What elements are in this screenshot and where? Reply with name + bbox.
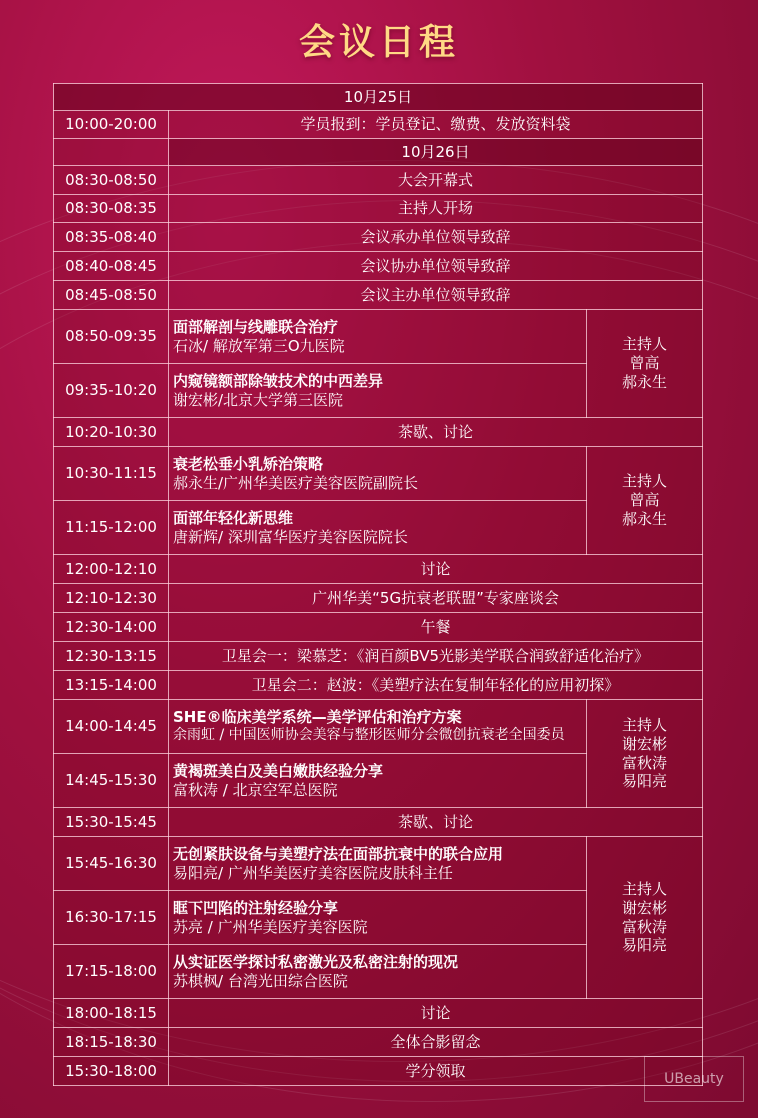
event-cell: 讨论 bbox=[169, 555, 703, 584]
talk-row bbox=[54, 700, 703, 754]
talk-title: 眶下凹陷的注射经验分享 bbox=[173, 898, 339, 917]
event-cell: 主持人开场 bbox=[169, 195, 703, 223]
table-row bbox=[54, 555, 703, 584]
talk-speaker: 谢宏彬/北京大学第三医院 bbox=[173, 390, 344, 409]
time-cell: 12:00-12:10 bbox=[54, 555, 169, 584]
host-name: 易阳亮 bbox=[621, 936, 667, 955]
talk-cell bbox=[169, 501, 587, 555]
time-cell: 12:10-12:30 bbox=[54, 584, 169, 613]
time-cell: 10:20-10:30 bbox=[54, 418, 169, 447]
time-cell: 12:30-14:00 bbox=[54, 613, 169, 642]
time-cell: 18:00-18:15 bbox=[54, 999, 169, 1028]
talk-cell bbox=[169, 945, 587, 999]
table-row bbox=[54, 223, 703, 252]
host-cell bbox=[587, 310, 703, 418]
table-row bbox=[54, 671, 703, 700]
time-cell: 10:30-11:15 bbox=[54, 447, 169, 501]
host-name: 曾高 bbox=[629, 354, 660, 373]
table-row bbox=[54, 808, 703, 837]
talk-cell bbox=[169, 310, 587, 364]
host-name: 谢宏彬 bbox=[621, 734, 667, 753]
talk-speaker: 苏亮 / 广州华美医疗美容医院 bbox=[173, 917, 368, 936]
event-cell: 会议承办单位领导致辞 bbox=[169, 223, 703, 252]
event-cell: 大会开幕式 bbox=[169, 166, 703, 195]
host-name: 曾高 bbox=[629, 491, 660, 510]
event-cell: 卫星会一：梁慕芝：《润百颜BV5光影美学联合润致舒适化治疗》 bbox=[169, 642, 703, 671]
table-row bbox=[54, 584, 703, 613]
event-cell: 会议主办单位领导致辞 bbox=[169, 281, 703, 310]
time-cell: 08:30-08:35 bbox=[54, 195, 169, 223]
event-cell: 学员报到：学员登记、缴费、发放资料袋 bbox=[169, 111, 703, 139]
page-title: 会议日程 bbox=[298, 22, 459, 63]
host-name: 易阳亮 bbox=[621, 772, 667, 791]
talk-title: 衰老松垂小乳矫治策略 bbox=[173, 454, 324, 473]
event-cell: 讨论 bbox=[169, 999, 703, 1028]
table-row bbox=[54, 642, 703, 671]
talk-speaker: 郝永生/广州华美医疗美容医院副院长 bbox=[173, 473, 419, 492]
schedule-table bbox=[53, 83, 703, 1086]
talk-title: 面部解剖与线雕联合治疗 bbox=[173, 317, 339, 336]
time-cell: 18:15-18:30 bbox=[54, 1028, 169, 1057]
talk-speaker: 石冰/ 解放军第三O九医院 bbox=[173, 336, 345, 355]
time-cell: 15:30-15:45 bbox=[54, 808, 169, 837]
event-cell: 会议协办单位领导致辞 bbox=[169, 252, 703, 281]
event-cell: 学分领取 bbox=[169, 1057, 703, 1086]
host-label: 主持人 bbox=[621, 335, 667, 354]
event-cell: 卫星会二：赵波：《美塑疗法在复制年轻化的应用初探》 bbox=[169, 671, 703, 700]
talk-cell bbox=[169, 700, 587, 754]
event-cell: 茶歇、讨论 bbox=[169, 808, 703, 837]
table-row bbox=[54, 418, 703, 447]
time-cell: 08:40-08:45 bbox=[54, 252, 169, 281]
date-cell: 10月25日 bbox=[54, 84, 703, 111]
talk-cell bbox=[169, 891, 587, 945]
event-cell: 茶歇、讨论 bbox=[169, 418, 703, 447]
time-cell: 08:45-08:50 bbox=[54, 281, 169, 310]
table-row bbox=[54, 111, 703, 139]
time-cell: 09:35-10:20 bbox=[54, 364, 169, 418]
time-cell: 17:15-18:00 bbox=[54, 945, 169, 999]
host-cell bbox=[587, 447, 703, 555]
table-row bbox=[54, 613, 703, 642]
time-cell: 08:35-08:40 bbox=[54, 223, 169, 252]
time-cell: 11:15-12:00 bbox=[54, 501, 169, 555]
talk-row bbox=[54, 837, 703, 891]
date-row bbox=[54, 139, 703, 166]
host-name: 富秋涛 bbox=[621, 753, 667, 772]
host-label: 主持人 bbox=[621, 880, 667, 898]
talk-cell bbox=[169, 364, 587, 418]
talk-cell bbox=[169, 754, 587, 808]
talk-cell bbox=[169, 447, 587, 501]
host-name: 谢宏彬 bbox=[621, 898, 667, 917]
event-cell: 全体合影留念 bbox=[169, 1028, 703, 1057]
time-cell: 12:30-13:15 bbox=[54, 642, 169, 671]
host-label: 主持人 bbox=[621, 716, 667, 734]
host-name: 富秋涛 bbox=[621, 917, 667, 936]
table-row bbox=[54, 166, 703, 195]
talk-speaker: 余雨虹 / 中国医师协会美容与整形医师分会微创抗衰老全国委员 bbox=[173, 727, 565, 744]
talk-cell bbox=[169, 837, 587, 891]
date-cell: 10月26日 bbox=[169, 139, 703, 166]
talk-title: SHE®临床美学系统—美学评估和治疗方案 bbox=[173, 708, 462, 727]
event-cell: 午餐 bbox=[169, 613, 703, 642]
time-cell: 10:00-20:00 bbox=[54, 111, 169, 139]
table-row bbox=[54, 1028, 703, 1057]
host-name: 郝永生 bbox=[621, 509, 667, 528]
talk-speaker: 唐新辉/ 深圳富华医疗美容医院院长 bbox=[173, 527, 408, 546]
table-row bbox=[54, 281, 703, 310]
time-cell: 08:50-09:35 bbox=[54, 310, 169, 364]
host-cell bbox=[587, 700, 703, 808]
talk-title: 从实证医学探讨私密激光及私密注射的现况 bbox=[173, 952, 459, 971]
host-name: 郝永生 bbox=[621, 372, 667, 391]
talk-title: 面部年轻化新思维 bbox=[173, 508, 294, 527]
table-row bbox=[54, 1057, 703, 1086]
host-label: 主持人 bbox=[621, 472, 667, 491]
host-cell bbox=[587, 837, 703, 999]
watermark-logo: UBeauty bbox=[644, 1056, 744, 1102]
talk-row bbox=[54, 310, 703, 364]
talk-speaker: 富秋涛 / 北京空军总医院 bbox=[173, 780, 338, 799]
talk-speaker: 易阳亮/ 广州华美医疗美容医院皮肤科主任 bbox=[173, 863, 453, 882]
event-cell: 广州华美“5G抗衰老联盟”专家座谈会 bbox=[169, 584, 703, 613]
table-row bbox=[54, 999, 703, 1028]
talk-title: 无创紧肤设备与美塑疗法在面部抗衰中的联合应用 bbox=[173, 844, 504, 863]
time-cell: 14:45-15:30 bbox=[54, 754, 169, 808]
date-row bbox=[54, 84, 703, 111]
time-cell: 16:30-17:15 bbox=[54, 891, 169, 945]
talk-title: 黄褐斑美白及美白嫩肤经验分享 bbox=[173, 761, 384, 780]
talk-speaker: 苏棋枫/ 台湾光田综合医院 bbox=[173, 971, 348, 990]
time-cell: 08:30-08:50 bbox=[54, 166, 169, 195]
table-row bbox=[54, 195, 703, 223]
talk-title: 内窥镜额部除皱技术的中西差异 bbox=[173, 371, 384, 390]
time-cell bbox=[54, 139, 169, 166]
table-row bbox=[54, 252, 703, 281]
time-cell: 15:30-18:00 bbox=[54, 1057, 169, 1086]
time-cell: 14:00-14:45 bbox=[54, 700, 169, 754]
time-cell: 13:15-14:00 bbox=[54, 671, 169, 700]
time-cell: 15:45-16:30 bbox=[54, 837, 169, 891]
talk-row bbox=[54, 447, 703, 501]
